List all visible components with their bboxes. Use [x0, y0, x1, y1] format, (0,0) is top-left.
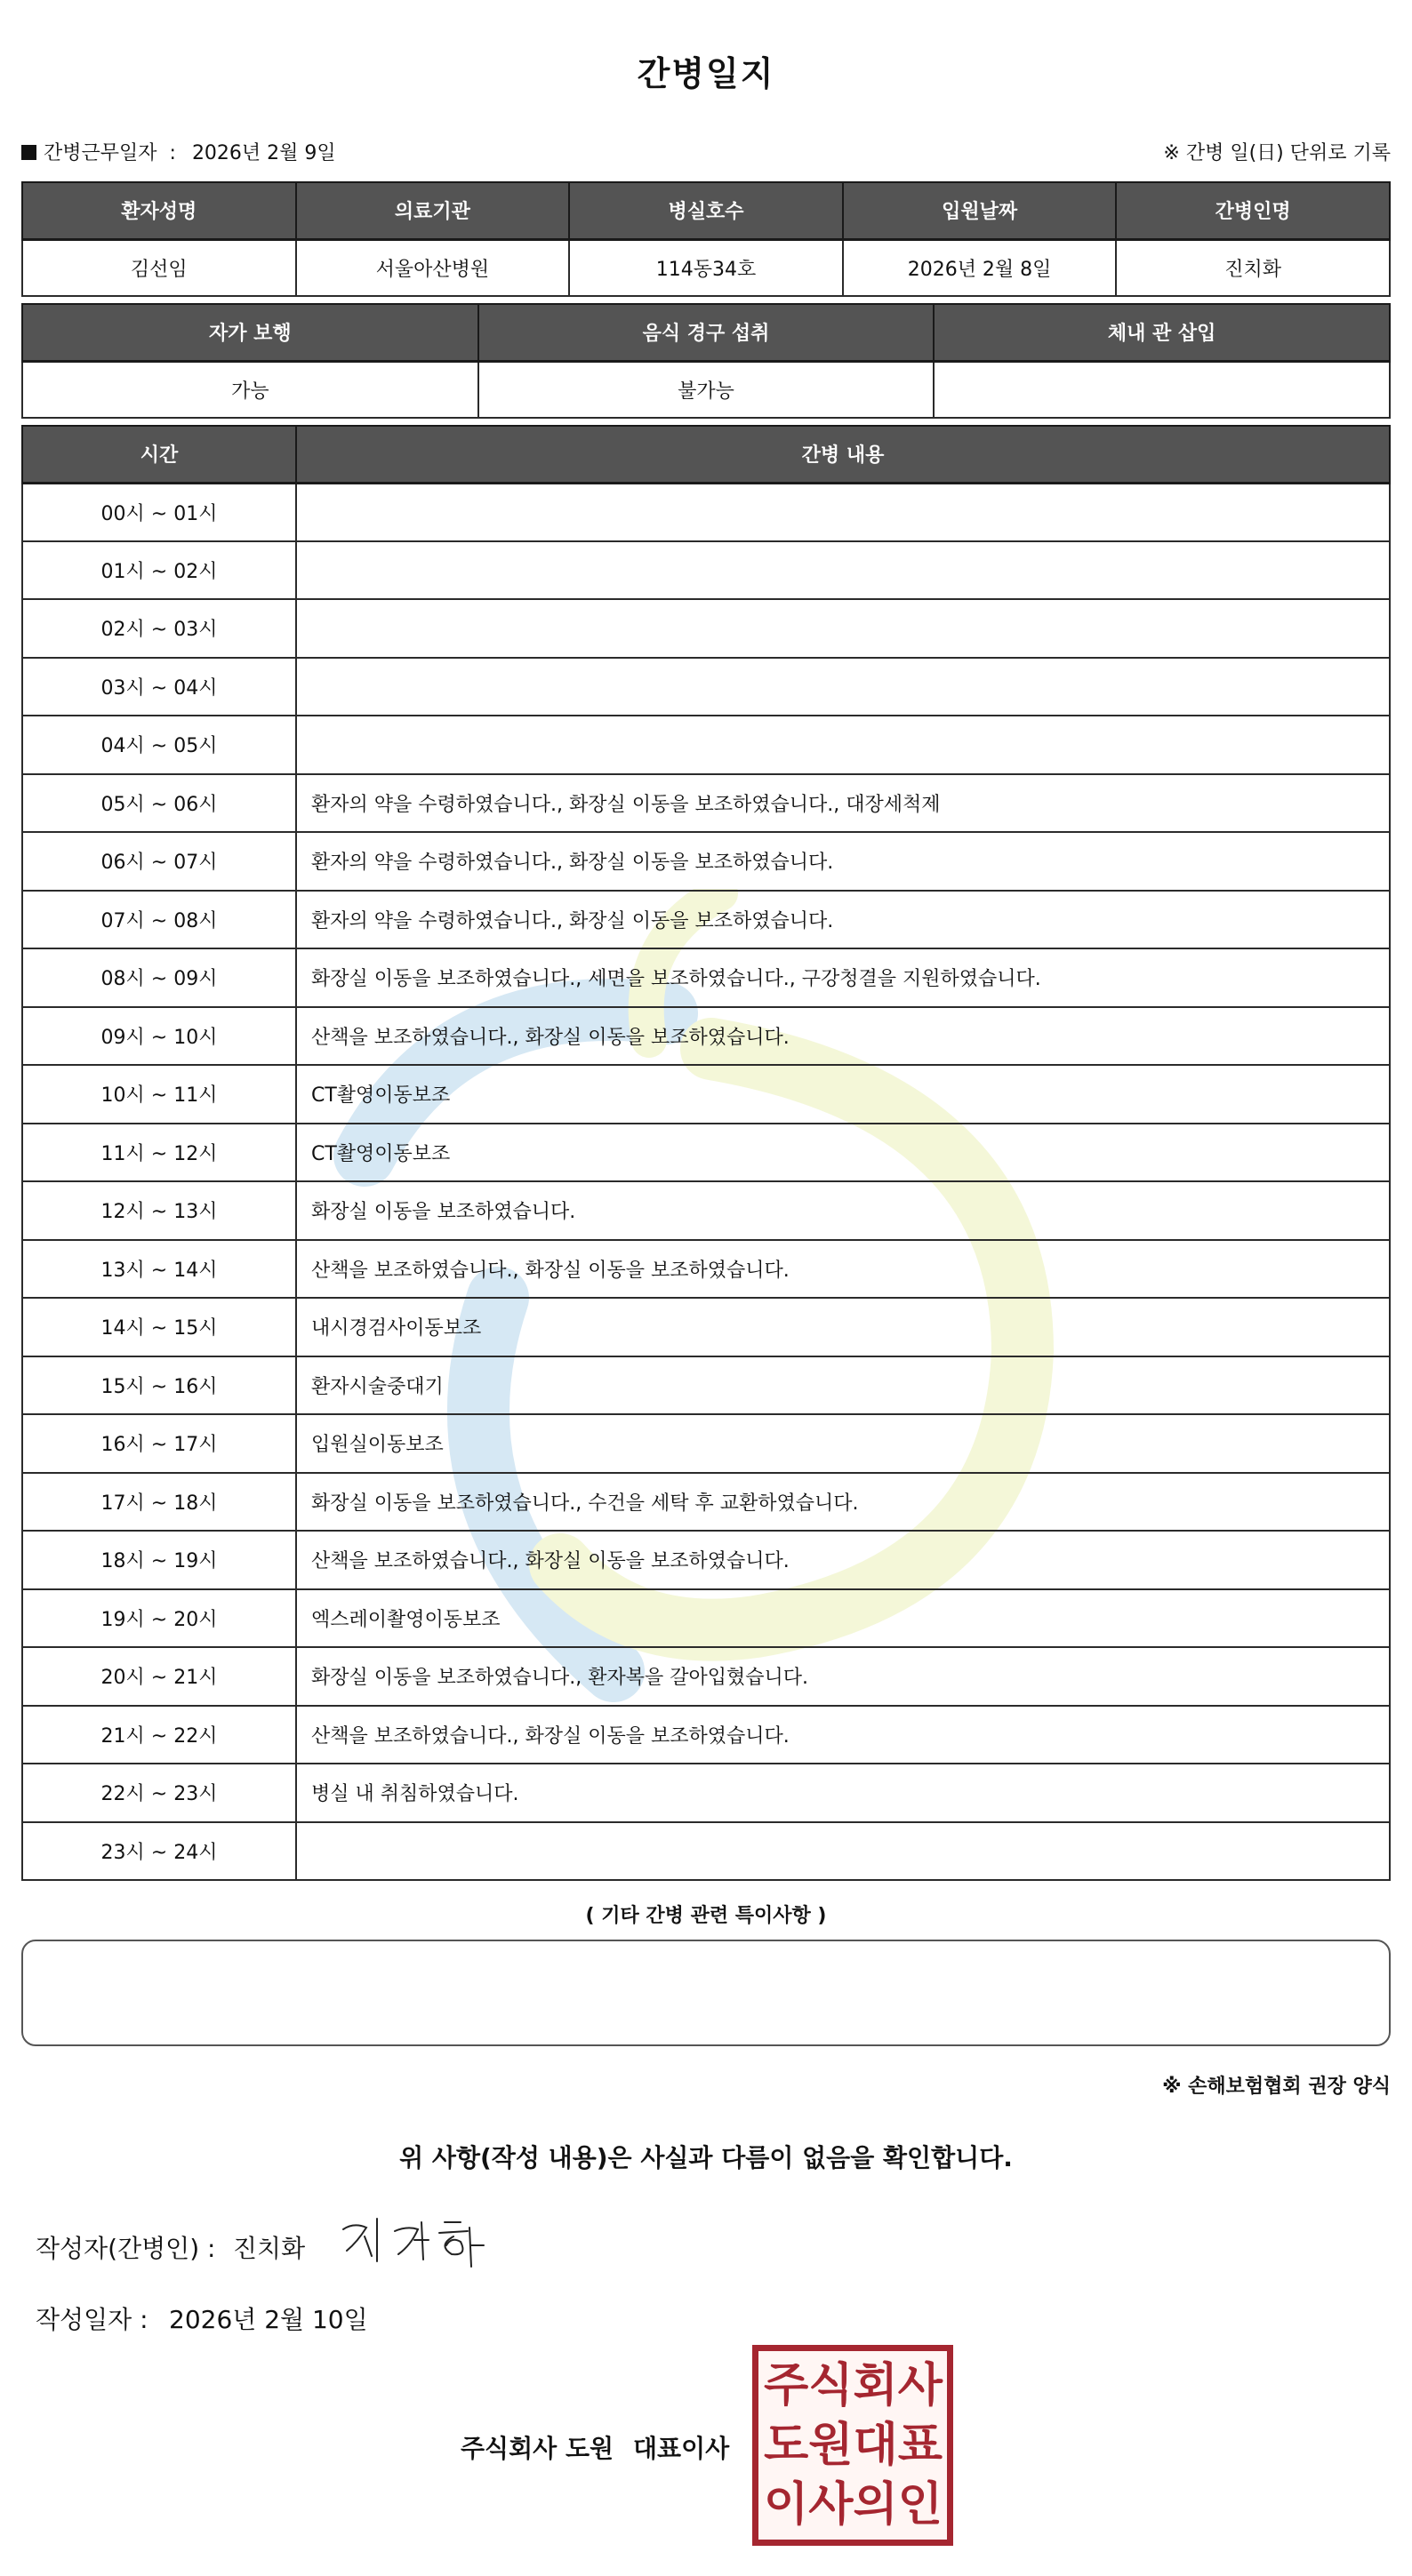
company-seal — [752, 2345, 953, 2546]
log-time: 19시 ~ 20시 — [22, 1589, 296, 1648]
table-row — [22, 1007, 1390, 1066]
tube-insertion-value — [934, 361, 1390, 418]
seal-char: 대 — [853, 2418, 898, 2472]
log-content — [296, 716, 1390, 774]
room-number: 114동34호 — [569, 239, 843, 296]
seal-char: 식 — [808, 2359, 854, 2413]
writer-name: 진치화 — [233, 2234, 306, 2263]
seal-char: 표 — [897, 2418, 943, 2472]
log-content — [296, 541, 1390, 600]
log-content — [296, 1822, 1390, 1881]
date-label: 작성일자 : — [36, 2305, 148, 2334]
log-time: 23시 ~ 24시 — [22, 1822, 296, 1881]
table-row — [22, 541, 1390, 600]
admission-date: 2026년 2월 8일 — [843, 239, 1117, 296]
table-row — [22, 891, 1390, 949]
log-time: 00시 ~ 01시 — [22, 483, 296, 541]
log-content: 환자의 약을 수령하였습니다., 화장실 이동을 보조하였습니다. — [296, 832, 1390, 891]
recommended-form-note: ※ 손해보험협회 권장 양식 — [1162, 2076, 1391, 2098]
log-content: CT촬영이동보조 — [296, 1124, 1390, 1182]
table-row — [22, 1298, 1390, 1356]
ceo-title: 대표이사 — [633, 2434, 730, 2463]
self-walking-value: 가능 — [22, 361, 478, 418]
log-content: 산책을 보조하였습니다., 화장실 이동을 보조하였습니다. — [296, 1007, 1390, 1066]
table-row — [22, 1706, 1390, 1764]
header-self-walking: 자가 보행 — [22, 304, 478, 361]
patient-info-table — [21, 181, 1391, 297]
log-content: CT촬영이동보조 — [296, 1065, 1390, 1124]
log-content: 내시경검사이동보조 — [296, 1298, 1390, 1356]
log-content: 산책을 보조하였습니다., 화장실 이동을 보조하였습니다. — [296, 1706, 1390, 1764]
log-time: 07시 ~ 08시 — [22, 891, 296, 949]
date-value: 2026년 2월 10일 — [169, 2305, 368, 2334]
care-log-table — [21, 425, 1391, 1881]
log-content: 입원실이동보조 — [296, 1414, 1390, 1473]
table-row — [22, 483, 1390, 541]
log-time: 21시 ~ 22시 — [22, 1706, 296, 1764]
log-time: 03시 ~ 04시 — [22, 658, 296, 716]
log-content: 화장실 이동을 보조하였습니다., 환자복을 갈아입혔습니다. — [296, 1647, 1390, 1706]
log-time: 06시 ~ 07시 — [22, 832, 296, 891]
seal-char: 의 — [853, 2477, 898, 2532]
log-content: 환자의 약을 수령하였습니다., 화장실 이동을 보조하였습니다. — [296, 891, 1390, 949]
log-content — [296, 483, 1390, 541]
work-date-row — [21, 138, 336, 165]
notes-text — [23, 1941, 1389, 1977]
table-row — [22, 1181, 1390, 1240]
table-row — [22, 948, 1390, 1007]
log-time: 09시 ~ 10시 — [22, 1007, 296, 1066]
log-content: 엑스레이촬영이동보조 — [296, 1589, 1390, 1648]
log-content: 화장실 이동을 보조하였습니다., 수건을 세탁 후 교환하였습니다. — [296, 1473, 1390, 1532]
oral-intake-value: 불가능 — [478, 361, 935, 418]
handwritten-signature — [336, 2210, 496, 2272]
table-row — [22, 832, 1390, 891]
log-time: 04시 ~ 05시 — [22, 716, 296, 774]
table-row — [22, 599, 1390, 658]
log-time: 10시 ~ 11시 — [22, 1065, 296, 1124]
log-time: 08시 ~ 09시 — [22, 948, 296, 1007]
writer-label: 작성자(간병인) : — [36, 2234, 216, 2263]
patient-name: 김선임 — [22, 239, 296, 296]
company-name: 주식회사 도원 — [461, 2434, 614, 2463]
log-content — [296, 599, 1390, 658]
work-date-value: 2026년 2월 9일 — [191, 142, 336, 164]
table-row — [22, 1589, 1390, 1648]
work-date-separator: : — [169, 142, 176, 164]
log-content: 환자의 약을 수령하였습니다., 화장실 이동을 보조하였습니다., 대장세척제 — [296, 774, 1390, 833]
table-row — [22, 1764, 1390, 1822]
log-time: 02시 ~ 03시 — [22, 599, 296, 658]
caregiver-name: 진치화 — [1116, 239, 1390, 296]
log-content: 환자시술중대기 — [296, 1356, 1390, 1415]
seal-char: 이 — [764, 2477, 809, 2532]
header-tube-insertion: 체내 관 삽입 — [934, 304, 1390, 361]
hospital-name: 서울아산병원 — [296, 239, 570, 296]
seal-char: 회 — [853, 2359, 898, 2413]
table-row — [22, 1473, 1390, 1532]
log-time: 17시 ~ 18시 — [22, 1473, 296, 1532]
notes-title: ( 기타 간병 관련 특이사항 ) — [585, 1905, 827, 1927]
log-content — [296, 658, 1390, 716]
header-hospital: 의료기관 — [296, 182, 570, 239]
log-time: 13시 ~ 14시 — [22, 1240, 296, 1299]
log-time: 16시 ~ 17시 — [22, 1414, 296, 1473]
table-row — [22, 774, 1390, 833]
table-row — [22, 1531, 1390, 1589]
seal-char: 사 — [808, 2477, 854, 2532]
log-time: 22시 ~ 23시 — [22, 1764, 296, 1822]
header-caregiver-name: 간병인명 — [1116, 182, 1390, 239]
table-row — [22, 716, 1390, 774]
seal-char: 인 — [897, 2477, 943, 2532]
table-row — [22, 1240, 1390, 1299]
log-time: 05시 ~ 06시 — [22, 774, 296, 833]
notes-box[interactable] — [21, 1940, 1391, 2046]
table-row — [22, 1124, 1390, 1182]
log-time: 11시 ~ 12시 — [22, 1124, 296, 1182]
table-row — [22, 658, 1390, 716]
header-care-content: 간병 내용 — [296, 426, 1390, 483]
log-time: 20시 ~ 21시 — [22, 1647, 296, 1706]
table-row — [22, 1647, 1390, 1706]
table-row — [22, 1414, 1390, 1473]
log-content: 화장실 이동을 보조하였습니다. — [296, 1181, 1390, 1240]
unit-note: ※ 간병 일(日) 단위로 기록 — [1163, 142, 1391, 164]
table-row — [22, 1822, 1390, 1881]
header-time: 시간 — [22, 426, 296, 483]
header-oral-intake: 음식 경구 섭취 — [478, 304, 935, 361]
document-title: 간병일지 — [637, 54, 775, 93]
header-patient-name: 환자성명 — [22, 182, 296, 239]
log-time: 01시 ~ 02시 — [22, 541, 296, 600]
header-admission-date: 입원날짜 — [843, 182, 1117, 239]
log-content: 화장실 이동을 보조하였습니다., 세면을 보조하였습니다., 구강청결을 지원하였습니다. — [296, 948, 1390, 1007]
log-time: 14시 ~ 15시 — [22, 1298, 296, 1356]
log-content: 병실 내 취침하였습니다. — [296, 1764, 1390, 1822]
square-bullet-icon — [21, 145, 36, 160]
header-room-number: 병실호수 — [569, 182, 843, 239]
log-time: 15시 ~ 16시 — [22, 1356, 296, 1415]
confirmation-statement: 위 사항(작성 내용)은 사실과 다름이 없음을 확인합니다. — [399, 2143, 1013, 2172]
seal-char: 주 — [764, 2359, 809, 2413]
table-row — [22, 1356, 1390, 1415]
seal-char: 도 — [764, 2418, 809, 2472]
log-content: 산책을 보조하였습니다., 화장실 이동을 보조하였습니다. — [296, 1531, 1390, 1589]
seal-char: 원 — [808, 2418, 854, 2472]
log-time: 18시 ~ 19시 — [22, 1531, 296, 1589]
log-time: 12시 ~ 13시 — [22, 1181, 296, 1240]
log-content: 산책을 보조하였습니다., 화장실 이동을 보조하였습니다. — [296, 1240, 1390, 1299]
seal-char: 사 — [897, 2359, 943, 2413]
table-row — [22, 1065, 1390, 1124]
patient-status-table — [21, 303, 1391, 419]
work-date-label: 간병근무일자 — [44, 142, 157, 164]
